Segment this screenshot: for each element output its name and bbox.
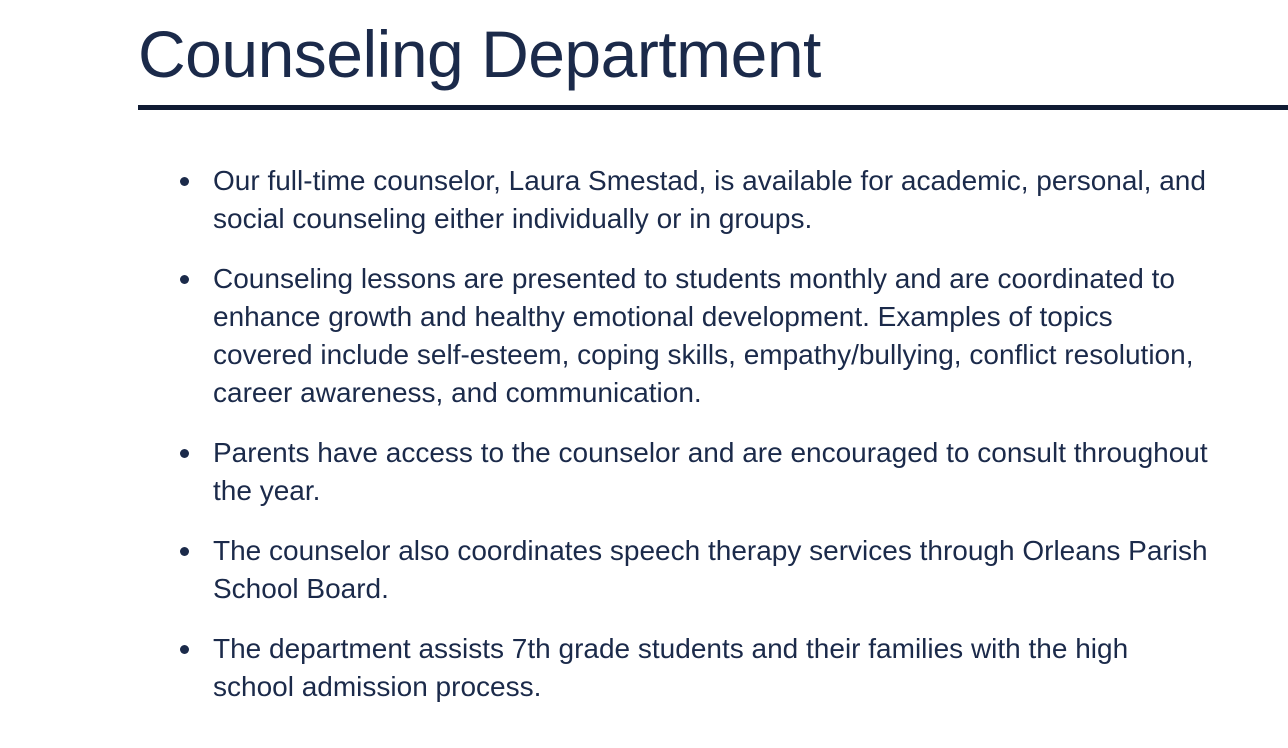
list-item-text: The department assists 7th grade students and their families with the high school admission process. [213, 632, 1129, 702]
bullet-marker-icon [180, 177, 189, 186]
list-item-text: Parents have access to the counselor and are encouraged to consult throughout the year. [213, 436, 1208, 506]
list-item-text: Counseling lessons are presented to students monthly and are coordinated to enhance growth and healthy emotional development. Examples of topics covered include self-esteem, coping skills, empathy/bullying, conflict resolution, career awareness, and communication. [213, 262, 1194, 408]
list-item-text: The counselor also coordinates speech therapy services through Orleans Parish School Board. [213, 534, 1208, 604]
bullet-marker-icon [180, 645, 189, 654]
page-title: Counseling Department [138, 17, 821, 91]
list-item-text: Our full-time counselor, Laura Smestad, is available for academic, personal, and social counseling either individually or in groups. [213, 164, 1206, 234]
bullet-marker-icon [180, 449, 189, 458]
list-item [180, 260, 1288, 412]
list-item [180, 532, 1288, 608]
bullet-list [0, 162, 1288, 706]
list-item [180, 630, 1288, 706]
list-item [180, 162, 1288, 238]
bullet-marker-icon [180, 547, 189, 556]
list-item [180, 434, 1288, 510]
bullet-marker-icon [180, 275, 189, 284]
title-underline-rule [138, 105, 1288, 110]
